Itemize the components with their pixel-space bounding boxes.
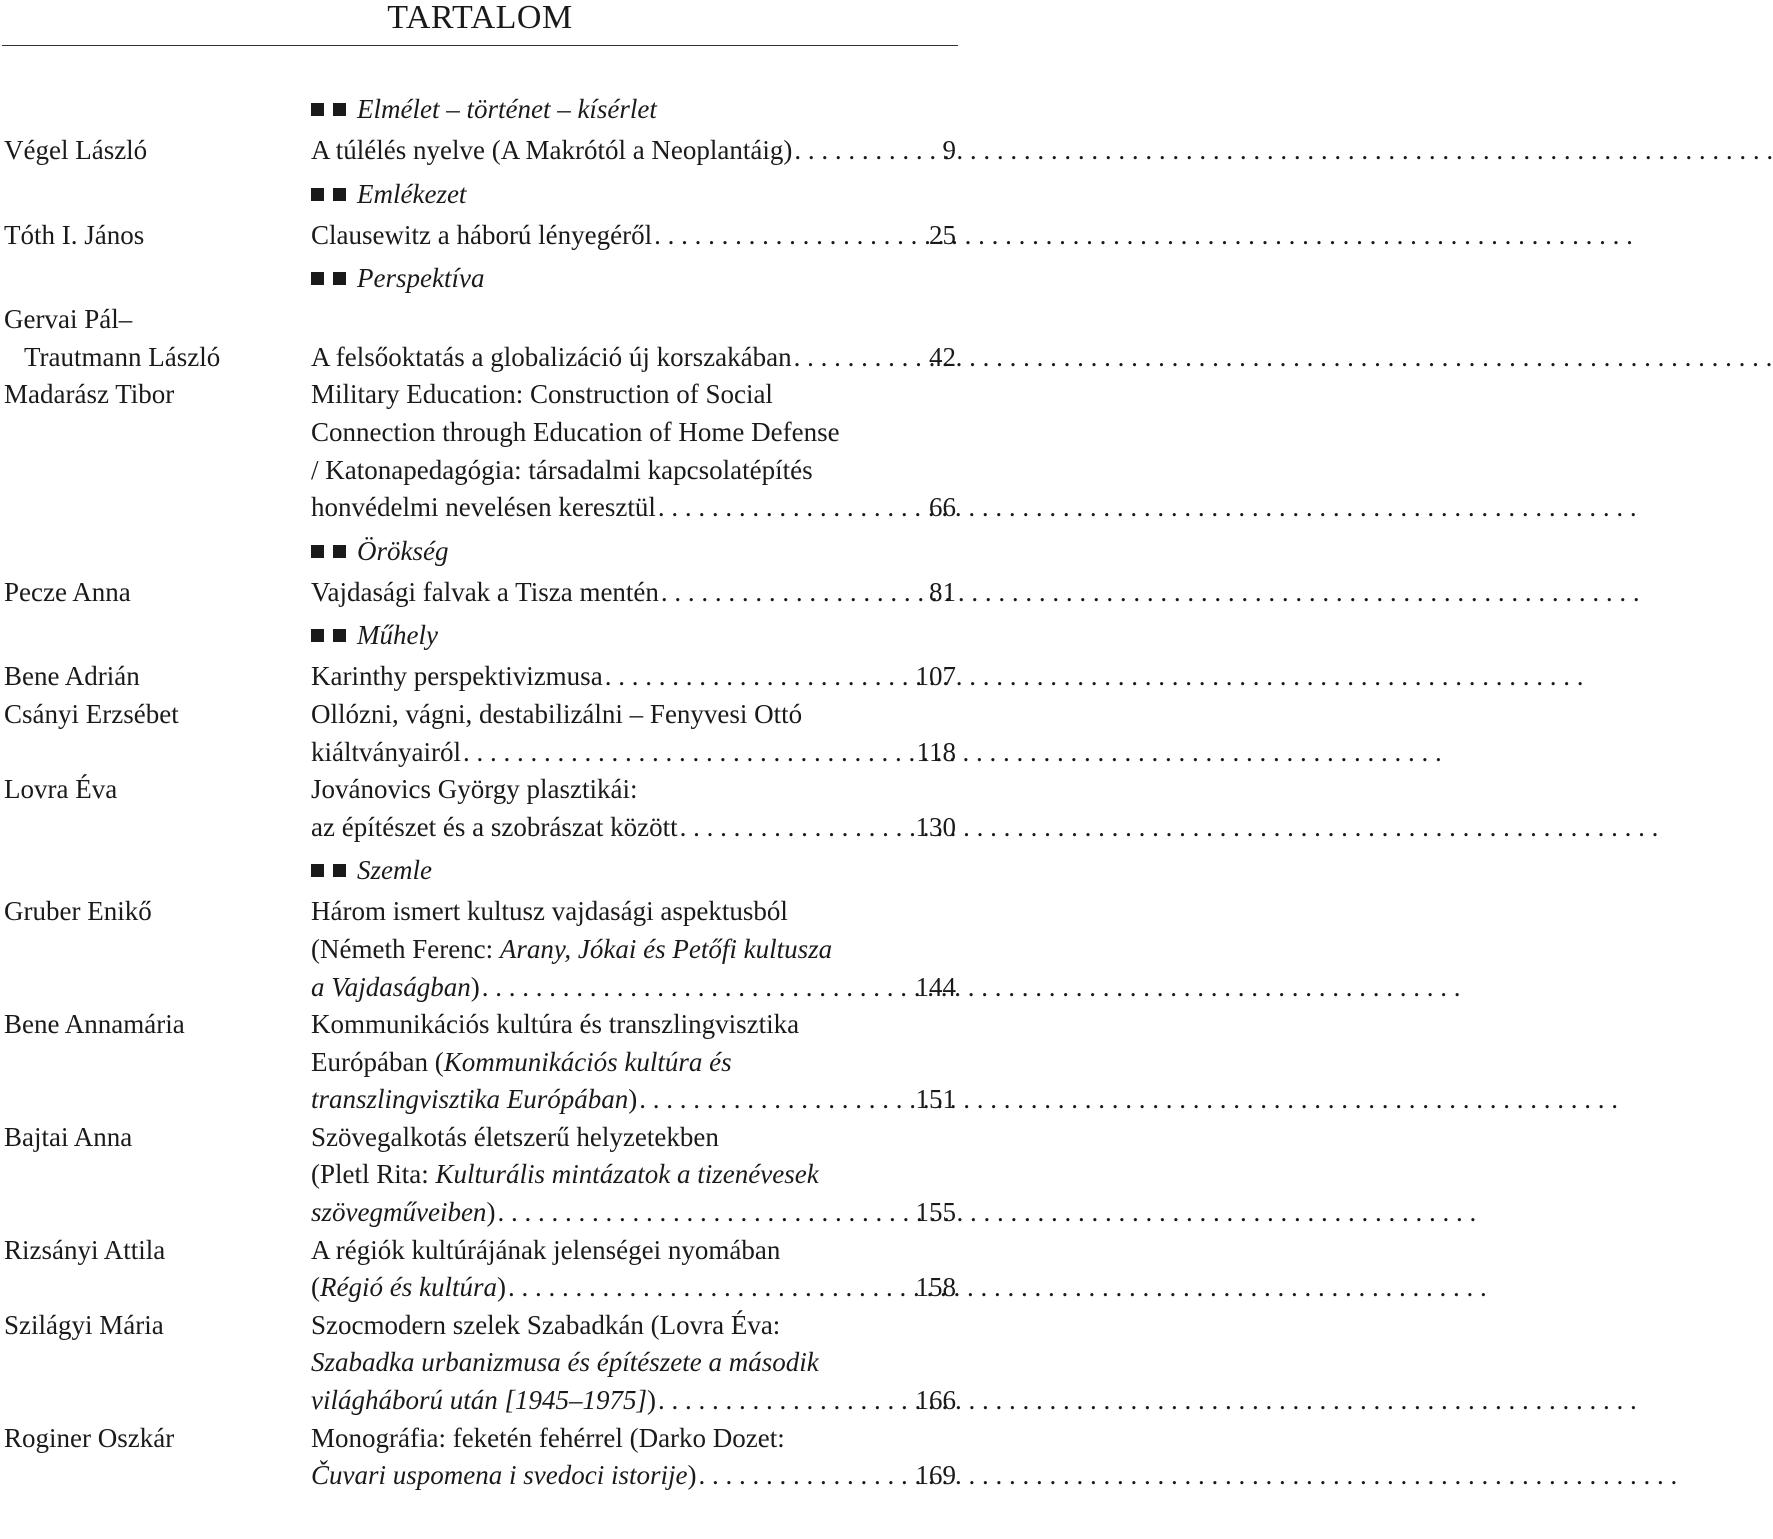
page-number: 9 xyxy=(942,135,956,165)
square-bullet-icon xyxy=(311,188,324,201)
entry-author: Rizsányi Attila xyxy=(4,1234,166,1265)
leader-dots xyxy=(654,217,925,255)
entry-author: Lovra Éva xyxy=(4,774,118,805)
entry-title-line: szövegműveiben) . . . 155 xyxy=(311,1194,956,1232)
leader-dots xyxy=(605,658,912,696)
title-rule xyxy=(2,45,958,46)
page-title: TARTALOM xyxy=(387,0,573,36)
page-number: 25 xyxy=(929,219,956,250)
section-heading: Örökség xyxy=(0,529,960,574)
page-number: 158 xyxy=(915,1272,956,1303)
leader-dots xyxy=(680,809,912,847)
page-number: 169 xyxy=(915,1460,956,1491)
toc-entry[interactable]: Lovra Éva Jovánovics György plasztikái: az építészet és a szobrászat között . . . 130 xyxy=(0,771,960,846)
toc-entry[interactable]: Gruber Enikő Három ismert kultusz vajdasági aspektusból (Németh Ferenc: Arany, Jókai és Petőfi kultusza a Vajdaságban) . . . 144 xyxy=(0,893,960,1006)
toc-entry[interactable]: Rizsányi Attila A régiók kultúrájának jelenségei nyomában (Régió és kultúra) . . . 158 xyxy=(0,1232,960,1307)
page-number: 130 xyxy=(915,811,956,842)
entry-title-line: világháború után [1945–1975]) . . . 166 xyxy=(311,1382,956,1420)
page-number: 81 xyxy=(929,576,956,607)
entry-author: Gruber Enikő xyxy=(4,896,152,927)
entry-title-line: honvédelmi nevelésen keresztül . . . 66 xyxy=(311,489,956,527)
table-of-contents xyxy=(0,85,960,1495)
section-heading: Perspektíva xyxy=(0,256,960,301)
toc-entry[interactable]: Roginer Oszkár Monográfia: feketén fehérrel (Darko Dozet: Čuvari uspomena i svedoci istorije) . . . 169 xyxy=(0,1420,960,1495)
toc-entry[interactable]: Bene Annamária Kommunikációs kultúra és transzlingvisztika Európában (Kommunikációs kultúra és transzlingvisztika Európában) . . . 151 xyxy=(0,1006,960,1119)
entry-author: Bene Adrián xyxy=(4,661,140,692)
square-bullet-icon xyxy=(333,272,346,285)
entry-title-line: transzlingvisztika Európában) . . . 151 xyxy=(311,1081,956,1119)
square-bullet-icon xyxy=(333,629,346,642)
entry-author: Madarász Tibor xyxy=(4,379,175,410)
entry-author: Gervai Pál– Trautmann László xyxy=(4,304,221,372)
page-number: 42 xyxy=(929,341,956,372)
entry-author: Végel László xyxy=(4,135,148,165)
entry-title-line: az építészet és a szobrászat között . . . 130 xyxy=(311,809,956,847)
leader-dots xyxy=(658,489,925,527)
entry-title-line: A túlélés nyelve (A Makrótól a Neoplantáig) . . . 9 xyxy=(311,132,956,170)
toc-entry[interactable]: Szilágyi Mária Szocmodern szelek Szabadkán (Lovra Éva: Szabadka urbanizmusa és építészete a második világháború után [1945–1975]) . . . 166 xyxy=(0,1307,960,1420)
entry-author: Roginer Oszkár xyxy=(4,1422,175,1453)
toc-entry[interactable]: Madarász Tibor Military Education: Construction of Social Connection through Education of Home Defense / Katonapedagógia: társadalmi kapcsolatépítés honvédelmi nevelésen keresztül . . . 66 xyxy=(0,376,960,526)
square-bullet-icon xyxy=(311,103,324,116)
toc-entry[interactable] xyxy=(0,658,960,696)
page-number: 151 xyxy=(915,1084,956,1115)
square-bullet-icon xyxy=(333,545,346,558)
page-number: 107 xyxy=(915,661,956,692)
leader-dots xyxy=(497,1194,911,1232)
toc-entry[interactable] xyxy=(0,132,960,170)
square-bullet-icon xyxy=(311,864,324,877)
leader-dots xyxy=(482,969,912,1007)
page-number: 155 xyxy=(915,1197,956,1228)
entry-title-line: Vajdasági falvak a Tisza mentén . . . 81 xyxy=(311,574,956,612)
leader-dots xyxy=(508,1269,912,1307)
square-bullet-icon xyxy=(333,864,346,877)
page-number: 118 xyxy=(916,736,956,767)
entry-author: Tóth I. János xyxy=(4,219,145,250)
square-bullet-icon xyxy=(333,103,346,116)
entry-title-line: Čuvari uspomena i svedoci istorije) . . . 169 xyxy=(311,1457,956,1495)
entry-title-line: Clausewitz a háború lényegéről . . . 25 xyxy=(311,217,956,255)
square-bullet-icon xyxy=(311,629,324,642)
entry-author: Bajtai Anna xyxy=(4,1121,133,1152)
page-number: 166 xyxy=(915,1385,956,1416)
entry-author: Pecze Anna xyxy=(4,576,131,607)
page-number: 66 xyxy=(929,492,956,523)
page-number: 144 xyxy=(915,971,956,1002)
entry-title-line: a Vajdaságban) . . . 144 xyxy=(311,969,956,1007)
section-heading: Elmélet – történet – kísérlet xyxy=(0,87,960,132)
leader-dots xyxy=(658,1382,911,1420)
leader-dots xyxy=(794,132,926,170)
leader-dots xyxy=(639,1081,911,1119)
entry-title-line: (Régió és kultúra) . . . 158 xyxy=(311,1269,956,1307)
square-bullet-icon xyxy=(311,545,324,558)
section-heading: Emlékezet xyxy=(0,172,960,217)
entry-title-line-mixed: (Németh Ferenc: Arany, Jókai és Petőfi kultusza xyxy=(311,933,833,964)
leader-dots xyxy=(698,1457,911,1495)
leader-dots xyxy=(794,339,925,377)
entry-title-line: kiáltványairól . . . 118 xyxy=(311,734,956,772)
toc-entry[interactable]: Bajtai Anna Szövegalkotás életszerű helyzetekben (Pletl Rita: Kulturális mintázatok a tizenévesek szövegműveiben) . . . 155 xyxy=(0,1119,960,1232)
entry-title-line: A felsőoktatás a globalizáció új korszakában . . . 42 xyxy=(311,339,956,377)
entry-author: Bene Annamária xyxy=(4,1009,185,1040)
square-bullet-icon xyxy=(311,272,324,285)
leader-dots xyxy=(463,734,913,772)
toc-entry[interactable] xyxy=(0,301,960,376)
toc-entry[interactable] xyxy=(0,574,960,612)
section-heading: Szemle xyxy=(0,848,960,893)
square-bullet-icon xyxy=(333,188,346,201)
entry-title-line: Karinthy perspektivizmusa . . . 107 xyxy=(311,658,956,696)
entry-author: Szilágyi Mária xyxy=(4,1309,164,1340)
leader-dots xyxy=(661,574,925,612)
section-heading: Műhely xyxy=(0,613,960,658)
toc-entry[interactable]: Csányi Erzsébet Ollózni, vágni, destabilizálni – Fenyvesi Ottó kiáltványairól . . . 118 xyxy=(0,696,960,771)
entry-author: Csányi Erzsébet xyxy=(4,698,179,729)
toc-entry[interactable] xyxy=(0,217,960,255)
